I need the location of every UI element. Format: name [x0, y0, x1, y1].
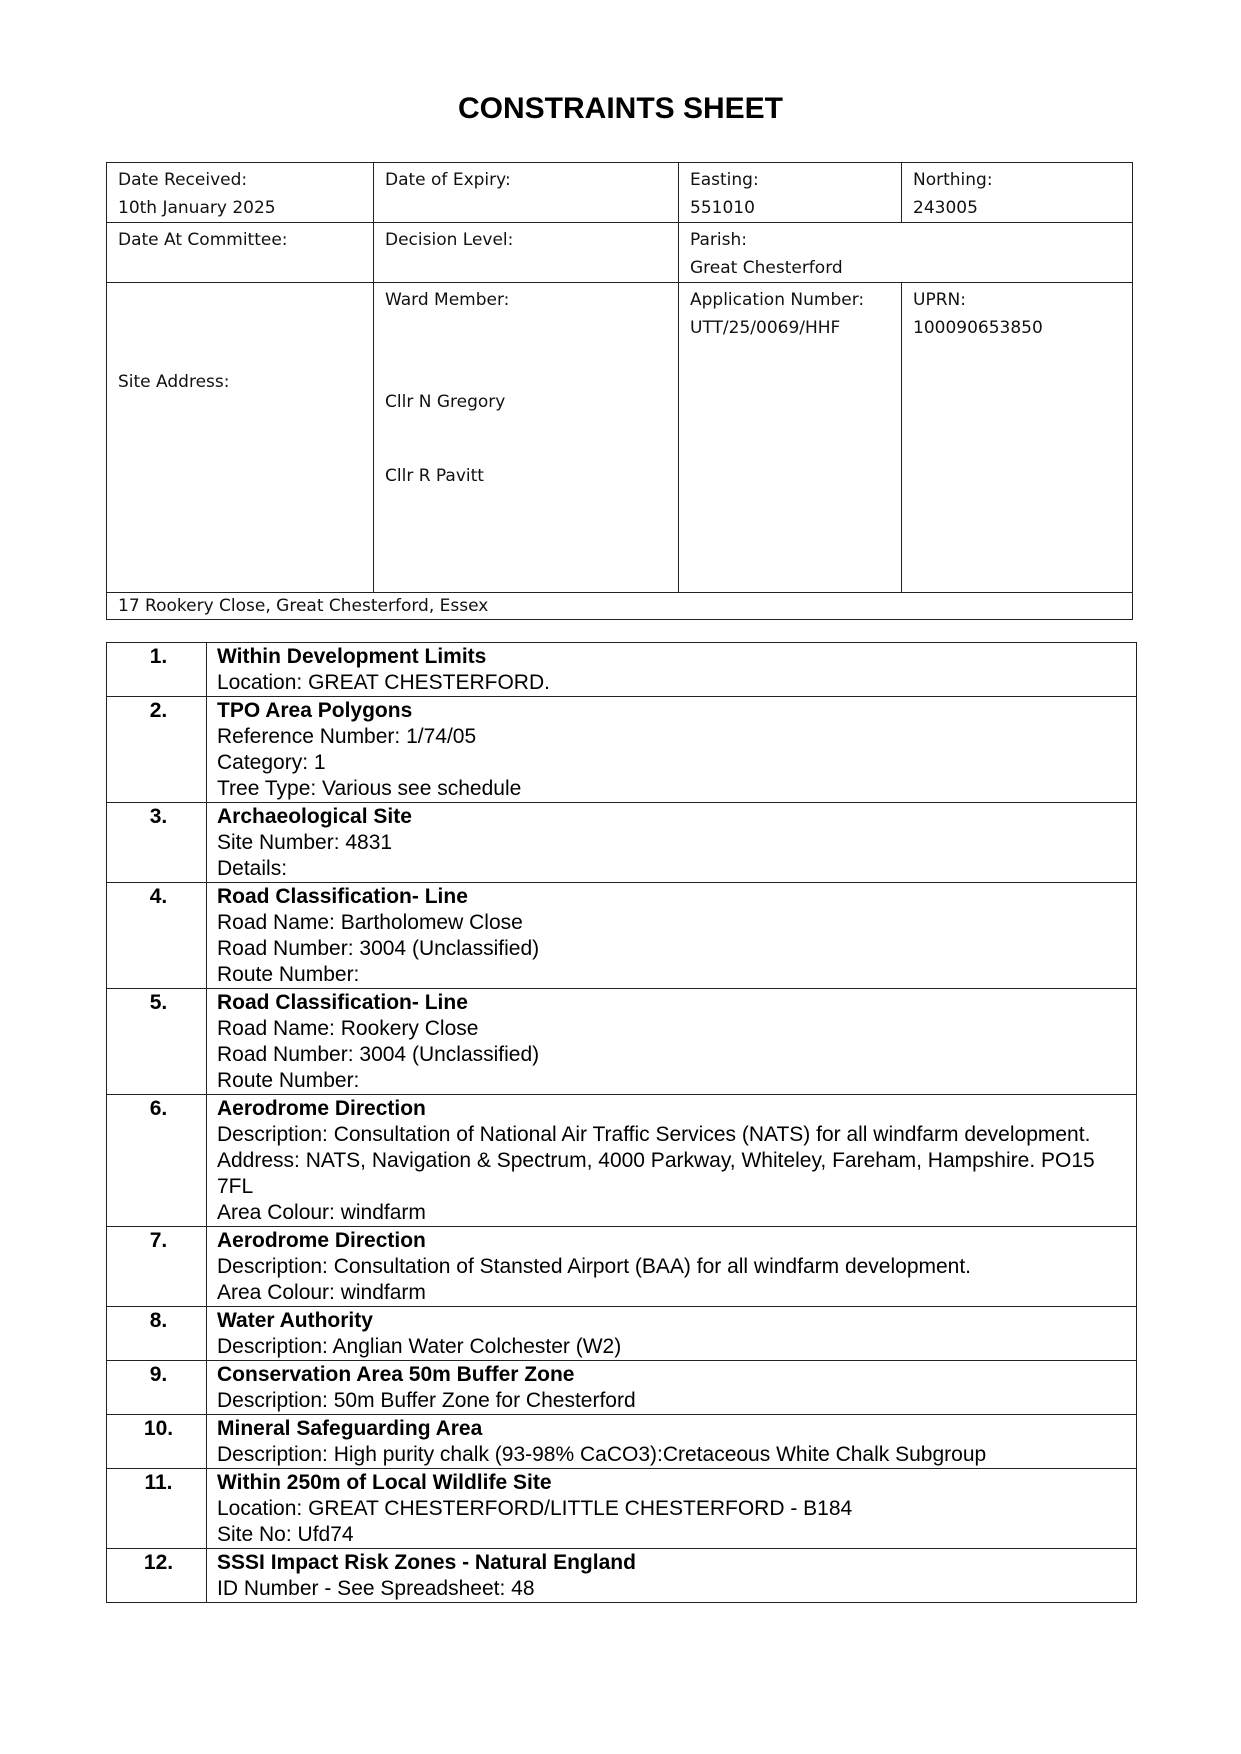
constraint-row: [107, 989, 1137, 1095]
constraint-row: [107, 643, 1137, 697]
constraint-details: [207, 1549, 1137, 1603]
constraint-number: 10.: [107, 1415, 207, 1469]
easting-cell: [679, 163, 902, 223]
constraint-detail-line: Route Number:: [217, 1069, 360, 1092]
constraint-detail-line: Description: Consultation of Stansted Airport (BAA) for all windfarm development.: [217, 1255, 972, 1278]
constraint-heading: TPO Area Polygons: [217, 699, 413, 722]
constraint-row: [107, 1361, 1137, 1415]
constraint-row: [107, 1469, 1137, 1549]
constraint-number: 9.: [107, 1361, 207, 1415]
constraint-heading: Conservation Area 50m Buffer Zone: [217, 1363, 575, 1386]
constraint-detail-line: Description: 50m Buffer Zone for Chesterford: [217, 1389, 636, 1412]
constraint-heading: SSSI Impact Risk Zones - Natural England: [217, 1551, 636, 1574]
constraint-detail-line: Location: GREAT CHESTERFORD/LITTLE CHESTERFORD - B184: [217, 1497, 853, 1520]
constraint-number: 2.: [107, 697, 207, 803]
constraint-row: [107, 883, 1137, 989]
constraint-detail-line: Address: NATS, Navigation & Spectrum, 4000 Parkway, Whiteley, Fareham, Hampshire. PO15 7FL: [217, 1149, 1095, 1198]
constraint-detail-line: ID Number - See Spreadsheet: 48: [217, 1577, 535, 1600]
constraint-number: 6.: [107, 1095, 207, 1227]
constraint-number: 8.: [107, 1307, 207, 1361]
constraint-row: [107, 697, 1137, 803]
uprn-label: UPRN:: [913, 290, 966, 310]
ward-member-name: Cllr R Pavitt: [385, 466, 484, 486]
decision-level-label: Decision Level:: [385, 230, 514, 250]
constraint-details: [207, 803, 1137, 883]
constraint-details: [207, 643, 1137, 697]
ward-member-label: Ward Member:: [385, 290, 510, 310]
ward-member-cell: [374, 283, 679, 593]
easting-label: Easting:: [690, 170, 759, 190]
date-received-label: Date Received:: [118, 170, 248, 190]
constraint-row: [107, 1227, 1137, 1307]
constraint-detail-line: Reference Number: 1/74/05: [217, 725, 477, 748]
constraint-detail-line: Route Number:: [217, 963, 360, 986]
constraint-number: 5.: [107, 989, 207, 1095]
date-received-cell: [107, 163, 374, 223]
easting-value: 551010: [690, 198, 755, 218]
northing-label: Northing:: [913, 170, 993, 190]
constraint-row: [107, 1095, 1137, 1227]
constraint-detail-line: Area Colour: windfarm: [217, 1201, 426, 1224]
constraint-heading: Road Classification- Line: [217, 991, 468, 1014]
constraint-detail-line: Road Number: 3004 (Unclassified): [217, 1043, 540, 1066]
constraint-row: [107, 1307, 1137, 1361]
parish-cell: [679, 223, 1133, 283]
uprn-value: 100090653850: [913, 318, 1043, 338]
constraint-heading: Road Classification- Line: [217, 885, 468, 908]
application-number-label: Application Number:: [690, 290, 865, 310]
constraint-detail-line: Category: 1: [217, 751, 326, 774]
constraint-detail-line: Location: GREAT CHESTERFORD.: [217, 671, 550, 694]
constraint-heading: Water Authority: [217, 1309, 373, 1332]
northing-value: 243005: [913, 198, 978, 218]
parish-label: Parish:: [690, 230, 747, 250]
constraint-number: 11.: [107, 1469, 207, 1549]
constraint-number: 4.: [107, 883, 207, 989]
constraint-number: 1.: [107, 643, 207, 697]
constraint-number: 7.: [107, 1227, 207, 1307]
constraint-heading: Within 250m of Local Wildlife Site: [217, 1471, 552, 1494]
date-at-committee-cell: [107, 223, 374, 283]
constraint-details: [207, 1415, 1137, 1469]
uprn-cell: [902, 283, 1133, 593]
parish-value: Great Chesterford: [690, 258, 843, 278]
constraint-row: [107, 803, 1137, 883]
constraint-details: [207, 883, 1137, 989]
constraint-detail-line: Road Name: Rookery Close: [217, 1017, 479, 1040]
constraint-detail-line: Site No: Ufd74: [217, 1523, 354, 1546]
date-of-expiry-label: Date of Expiry:: [385, 170, 511, 190]
decision-level-cell: [374, 223, 679, 283]
page-title: CONSTRAINTS SHEET: [457, 92, 784, 125]
constraint-details: [207, 697, 1137, 803]
constraint-heading: Mineral Safeguarding Area: [217, 1417, 483, 1440]
constraint-detail-line: Description: Consultation of National Air Traffic Services (NATS) for all windfarm development.: [217, 1123, 1091, 1146]
northing-cell: [902, 163, 1133, 223]
constraint-number: 3.: [107, 803, 207, 883]
constraint-details: [207, 989, 1137, 1095]
ward-member-name: Cllr N Gregory: [385, 392, 506, 412]
constraint-detail-line: Road Number: 3004 (Unclassified): [217, 937, 540, 960]
constraint-detail-line: Description: Anglian Water Colchester (W2): [217, 1335, 622, 1358]
constraint-details: [207, 1095, 1137, 1227]
constraint-heading: Aerodrome Direction: [217, 1097, 426, 1120]
constraints-table: [106, 642, 1137, 1603]
application-number-cell: [679, 283, 902, 593]
constraint-detail-line: Details:: [217, 857, 288, 880]
constraint-details: [207, 1227, 1137, 1307]
constraint-detail-line: Tree Type: Various see schedule: [217, 777, 522, 800]
application-info-table: [106, 162, 1133, 620]
site-address-label: Site Address:: [118, 372, 230, 392]
date-of-expiry-cell: [374, 163, 679, 223]
constraint-heading: Archaeological Site: [217, 805, 412, 828]
constraint-row: [107, 1415, 1137, 1469]
constraint-detail-line: Description: High purity chalk (93-98% CaCO3):Cretaceous White Chalk Subgroup: [217, 1443, 987, 1466]
site-address-label-cell: [107, 283, 374, 593]
constraint-heading: Within Development Limits: [217, 645, 487, 668]
constraint-detail-line: Road Name: Bartholomew Close: [217, 911, 523, 934]
constraint-detail-line: Area Colour: windfarm: [217, 1281, 426, 1304]
constraint-heading: Aerodrome Direction: [217, 1229, 426, 1252]
application-number-value: UTT/25/0069/HHF: [690, 318, 841, 338]
constraint-details: [207, 1469, 1137, 1549]
constraint-number: 12.: [107, 1549, 207, 1603]
site-address-value: 17 Rookery Close, Great Chesterford, Essex: [107, 593, 1133, 620]
constraint-details: [207, 1361, 1137, 1415]
constraint-details: [207, 1307, 1137, 1361]
constraint-detail-line: Site Number: 4831: [217, 831, 393, 854]
date-received-value: 10th January 2025: [118, 198, 276, 218]
date-at-committee-label: Date At Committee:: [118, 230, 288, 250]
constraint-row: [107, 1549, 1137, 1603]
